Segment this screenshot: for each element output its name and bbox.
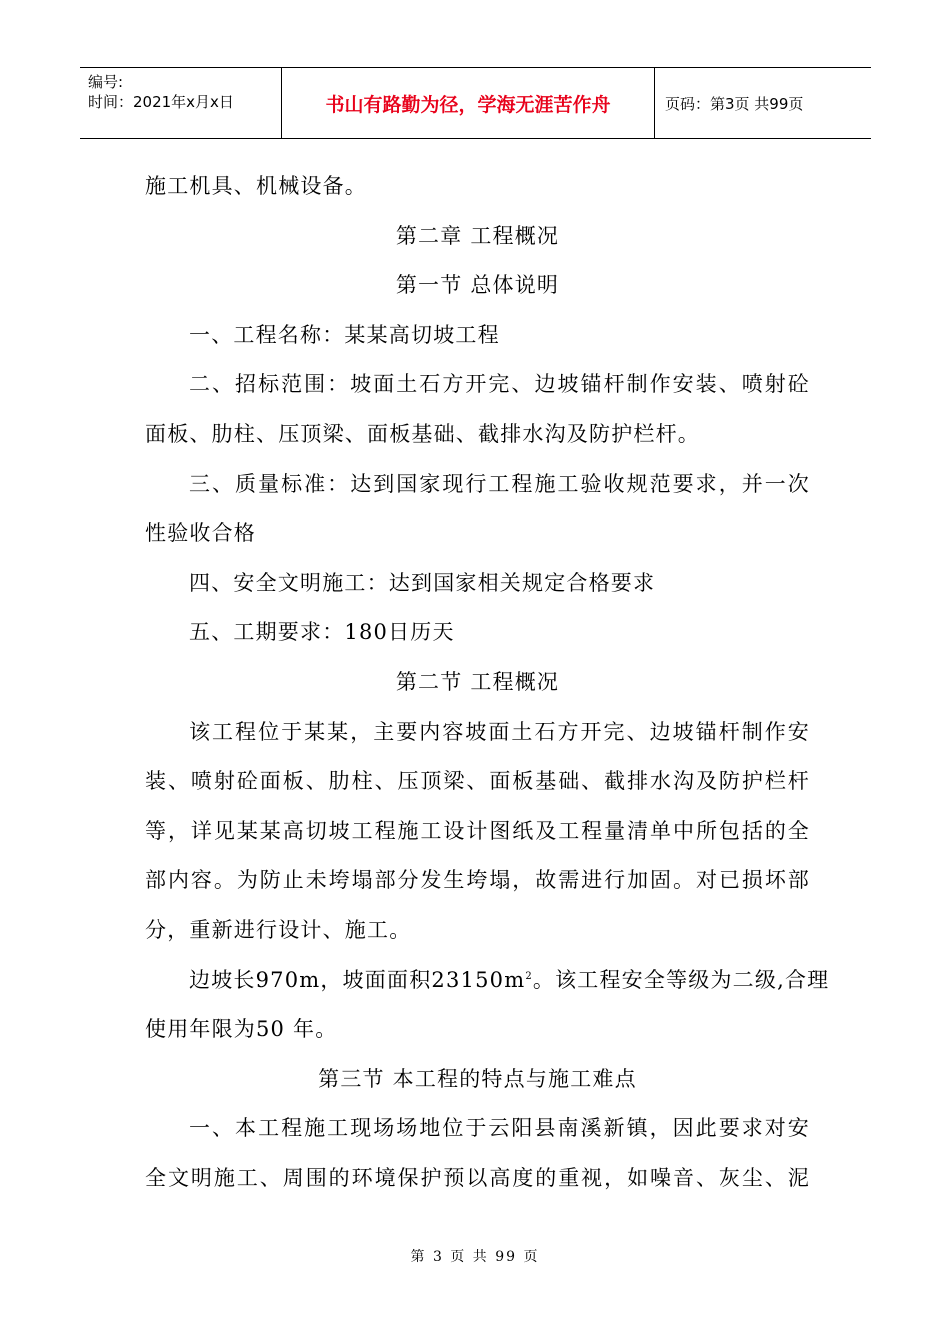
- section-heading: 第二节 工程概况: [395, 669, 560, 694]
- paragraph-line: 全文明施工、周围的环境保护预以高度的重视，如噪音、灰尘、泥: [145, 1165, 810, 1190]
- page-header: [80, 67, 871, 139]
- paragraph-line: 等，详见某某高切坡工程施工设计图纸及工程量清单中所包括的全: [145, 818, 810, 843]
- paragraph-line: 二、招标范围：坡面土石方开完、边坡锚杆制作安装、喷射砼: [189, 372, 810, 397]
- paragraph-line: 一、本工程施工现场场地位于云阳县南溪新镇，因此要求对安: [189, 1116, 810, 1141]
- paragraph-line: 性验收合格: [145, 521, 256, 546]
- page-footer: 第 3 页 共 99 页: [410, 1249, 540, 1265]
- paragraph-line: 部内容。为防止未垮塌部分发生垮塌，故需进行加固。对已损坏部: [145, 868, 810, 893]
- paragraph-line: 三、质量标准：达到国家现行工程施工验收规范要求，并一次: [189, 471, 810, 496]
- document-body: [145, 162, 830, 1203]
- paragraph-line: 一、工程名称：某某高切坡工程: [189, 322, 500, 347]
- paragraph-line: 使用年限为50 年。: [145, 1017, 338, 1042]
- paragraph-line: 施工机具、机械设备。: [145, 174, 367, 198]
- header-meta: [80, 68, 282, 138]
- text-segment: 边坡长970m，坡面面积23150m: [189, 967, 526, 992]
- paragraph-line: 面板、肋柱、压顶梁、面板基础、截排水沟及防护栏杆。: [145, 421, 700, 446]
- paragraph-line: 该工程位于某某，主要内容坡面土石方开完、边坡锚杆制作安: [189, 719, 810, 744]
- header-motto: 书山有路勤为径，学海无涯苦作舟: [282, 68, 655, 138]
- paragraph-line: 分，重新进行设计、施工。: [145, 917, 412, 942]
- chapter-heading: 第二章 工程概况: [395, 223, 560, 248]
- section-heading: 第一节 总体说明: [395, 273, 560, 298]
- header-page-label: 页码：第3页 共99页: [665, 94, 804, 113]
- superscript: 2: [525, 970, 533, 982]
- paragraph-line: 四、安全文明施工：达到国家相关规定合格要求: [189, 570, 656, 595]
- paragraph-line: [145, 956, 830, 1006]
- number-label: 编号:: [88, 73, 124, 91]
- paragraph-line: 装、喷射砼面板、肋柱、压顶梁、面板基础、截排水沟及防护栏杆: [145, 769, 810, 794]
- paragraph-line: 五、工期要求：180日历天: [189, 620, 455, 645]
- time-label: 时间：2021年x月x日: [88, 93, 234, 111]
- text-segment: 。该工程安全等级为二级,合理: [532, 967, 830, 992]
- section-heading: 第三节 本工程的特点与施工难点: [318, 1066, 637, 1091]
